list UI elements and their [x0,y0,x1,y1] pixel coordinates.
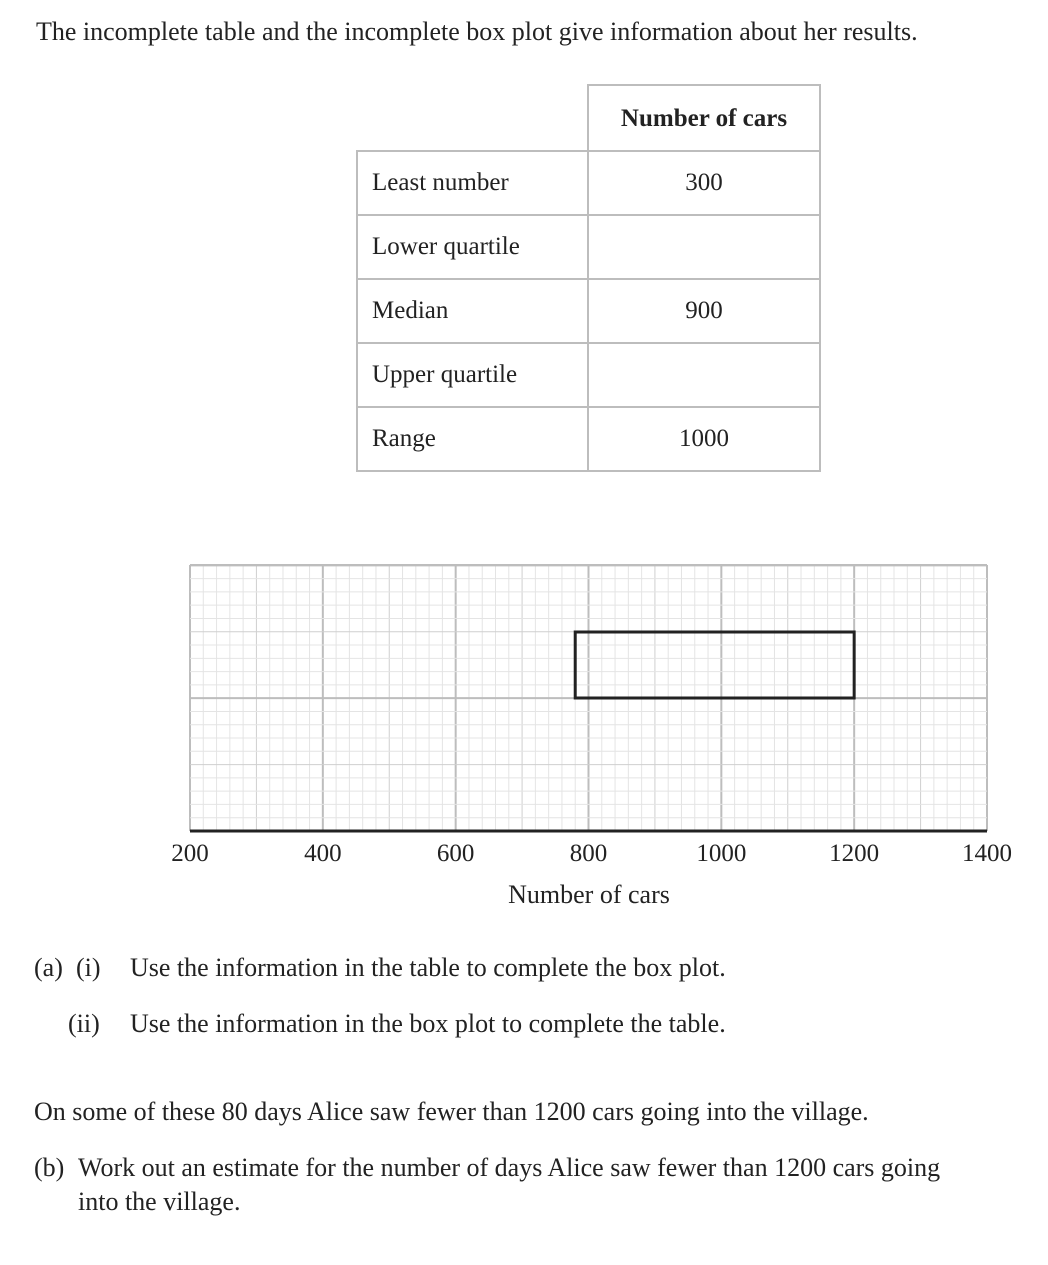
box-layer [575,632,854,698]
question-b-intro: On some of these 80 days Alice saw fewer than 1200 cars going into the village. [34,1097,869,1126]
intro-text: The incomplete table and the incomplete box plot give information about her results. [36,17,918,46]
answer-cell-lower-quartile[interactable] [588,215,820,279]
x-tick-label: 1400 [962,840,1012,867]
question-b-text-line2: into the village. [78,1187,241,1216]
row-label: Range [357,407,588,471]
table-header-row [357,85,820,151]
table-corner [357,85,588,151]
x-tick-label: 1200 [829,840,880,867]
question-a-i-number: (i) [76,953,101,982]
x-axis-label: Number of cars [508,880,670,909]
question-a-ii-number: (ii) [68,1009,100,1038]
x-tick-label: 600 [436,840,475,867]
row-label: Upper quartile [357,343,588,407]
table-row [357,279,820,343]
table-row [357,151,820,215]
question-a-ii-text: Use the information in the box plot to complete the table. [130,1009,726,1038]
x-tick-label: 1000 [696,840,747,867]
row-value: 300 [588,151,820,215]
box-plot-box [575,632,854,698]
row-label: Median [357,279,588,343]
answer-cell-upper-quartile[interactable] [588,343,820,407]
question-b-text-line1: Work out an estimate for the number of days Alice saw fewer than 1200 cars going [78,1153,941,1182]
x-tick-label: 400 [304,840,342,867]
box-plot-chart[interactable] [150,555,1030,915]
question-b-label: (b) [34,1153,65,1182]
row-label: Lower quartile [357,215,588,279]
question-a-label: (a) [34,953,63,982]
x-tick-label: 200 [171,840,209,867]
results-table [356,84,821,472]
row-value: 1000 [588,407,820,471]
table-row [357,407,820,471]
row-label: Least number [357,151,588,215]
table-row [357,343,820,407]
x-tick-label: 800 [569,840,608,867]
row-value: 900 [588,279,820,343]
table-row [357,215,820,279]
column-header: Number of cars [588,85,820,151]
question-a-i-text: Use the information in the table to complete the box plot. [130,953,726,982]
x-axis [171,831,1012,867]
